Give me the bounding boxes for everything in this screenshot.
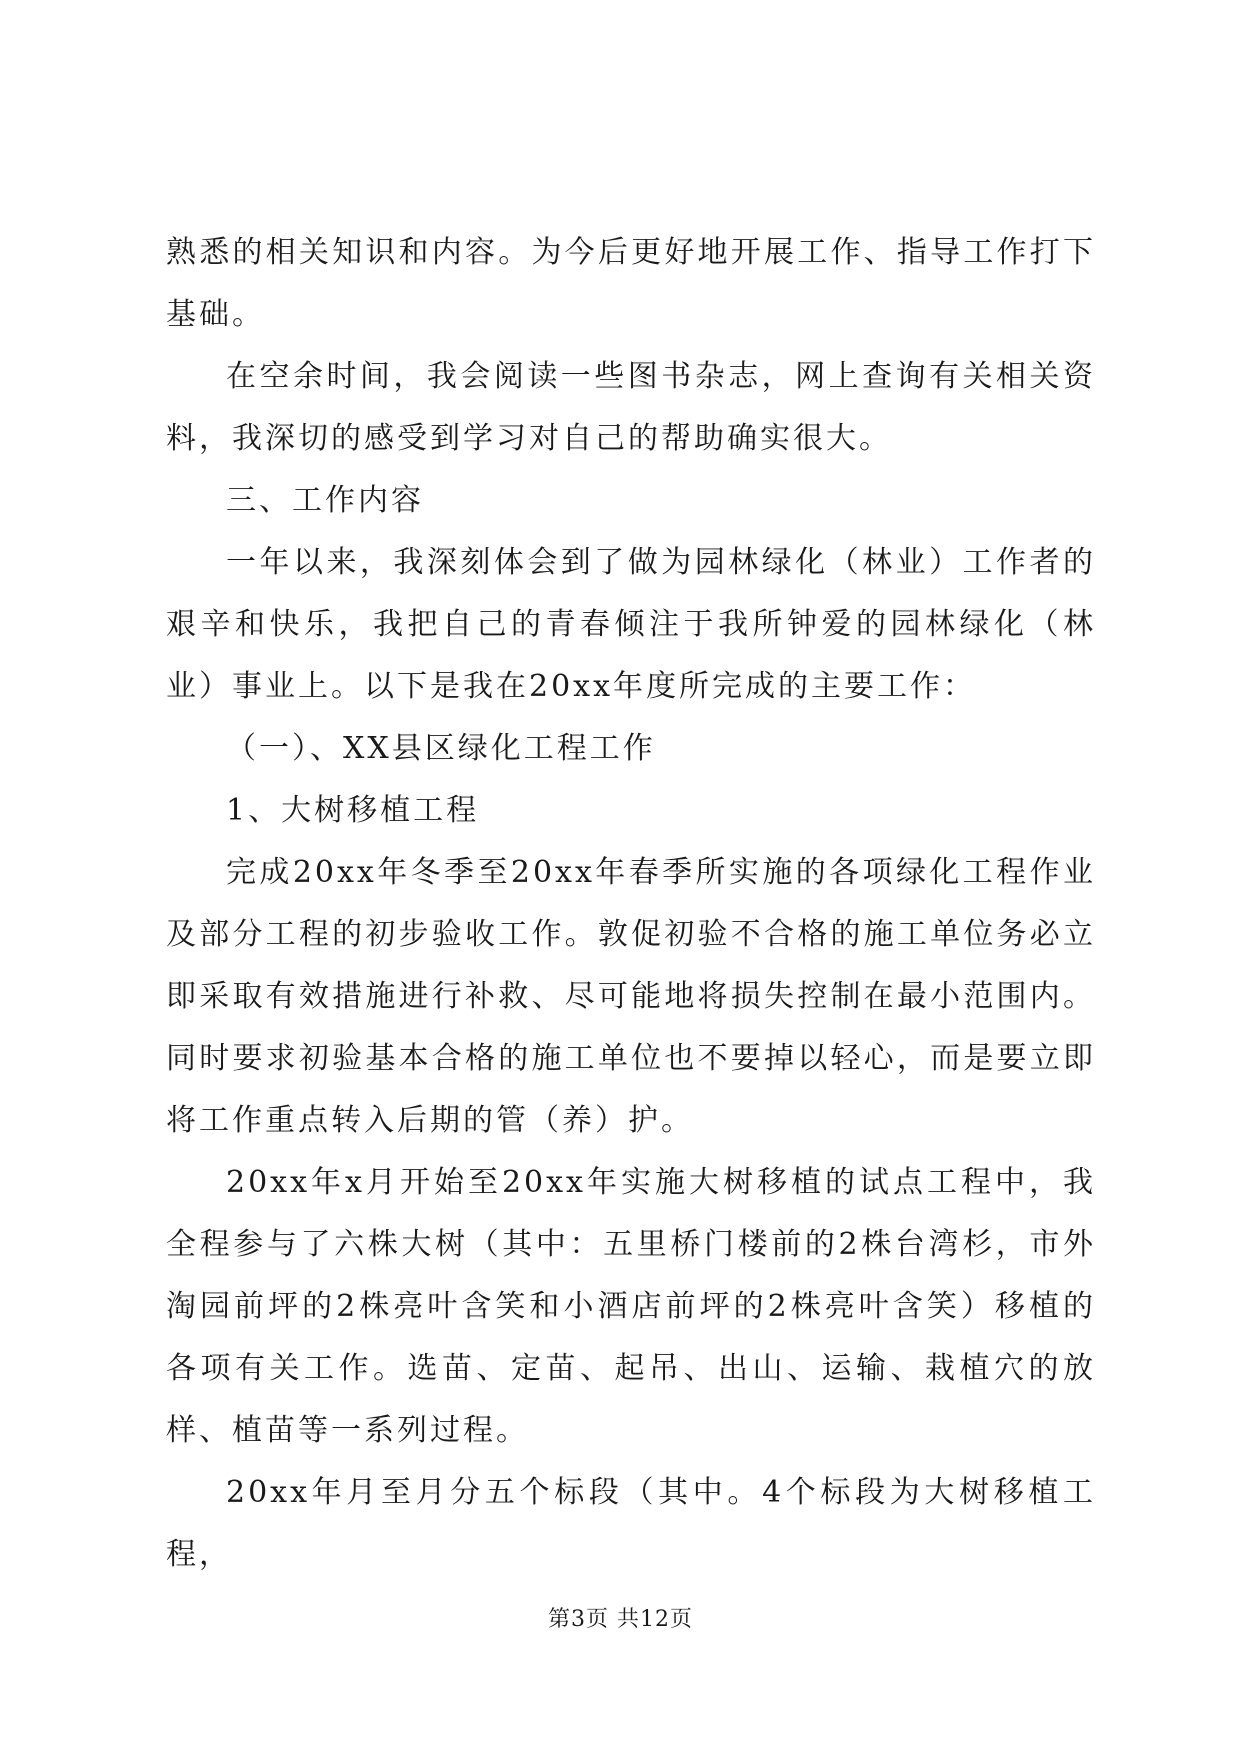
paragraph: 熟悉的相关知识和内容。为今后更好地开展工作、指导工作打下基础。 — [166, 235, 1096, 332]
paragraph: 20xx年月至月分五个标段（其中。4个标段为大树移植工程， — [166, 1475, 1096, 1572]
paragraph: 完成20xx年冬季至20xx年春季所实施的各项绿化工程作业及部分工程的初步验收工作。敦促初验不合格的施工单位务必立即采取有效措施进行补救、尽可能地将损失控制在最小范围内。同时要求初验基本合格的施工单位也不要掉以轻心，而是要立即将工作重点转入后期的管（养）护。 — [166, 855, 1096, 1138]
page-footer: 第3页 共12页 — [548, 1607, 693, 1632]
section-heading: 三、工作内容 — [226, 483, 424, 518]
document-body — [166, 222, 1096, 1586]
paragraph: 一年以来，我深刻体会到了做为园林绿化（林业）工作者的艰辛和快乐，我把自己的青春倾注于我所钟爱的园林绿化（林业）事业上。以下是我在20xx年度所完成的主要工作： — [166, 545, 1096, 704]
paragraph: 20xx年x月开始至20xx年实施大树移植的试点工程中，我全程参与了六株大树（其中：五里桥门楼前的2株台湾杉，市外淘园前坪的2株亮叶含笑和小酒店前坪的2株亮叶含笑）移植的各项有关工作。选苗、定苗、起吊、出山、运输、栽植穴的放样、植苗等一系列过程。 — [166, 1165, 1096, 1448]
subsection-heading: 1、大树移植工程 — [226, 793, 480, 828]
paragraph: 在空余时间，我会阅读一些图书杂志，网上查询有关相关资料，我深切的感受到学习对自己的帮助确实很大。 — [166, 359, 1096, 456]
subsection-heading: （一）、XX县区绿化工程工作 — [226, 731, 656, 766]
